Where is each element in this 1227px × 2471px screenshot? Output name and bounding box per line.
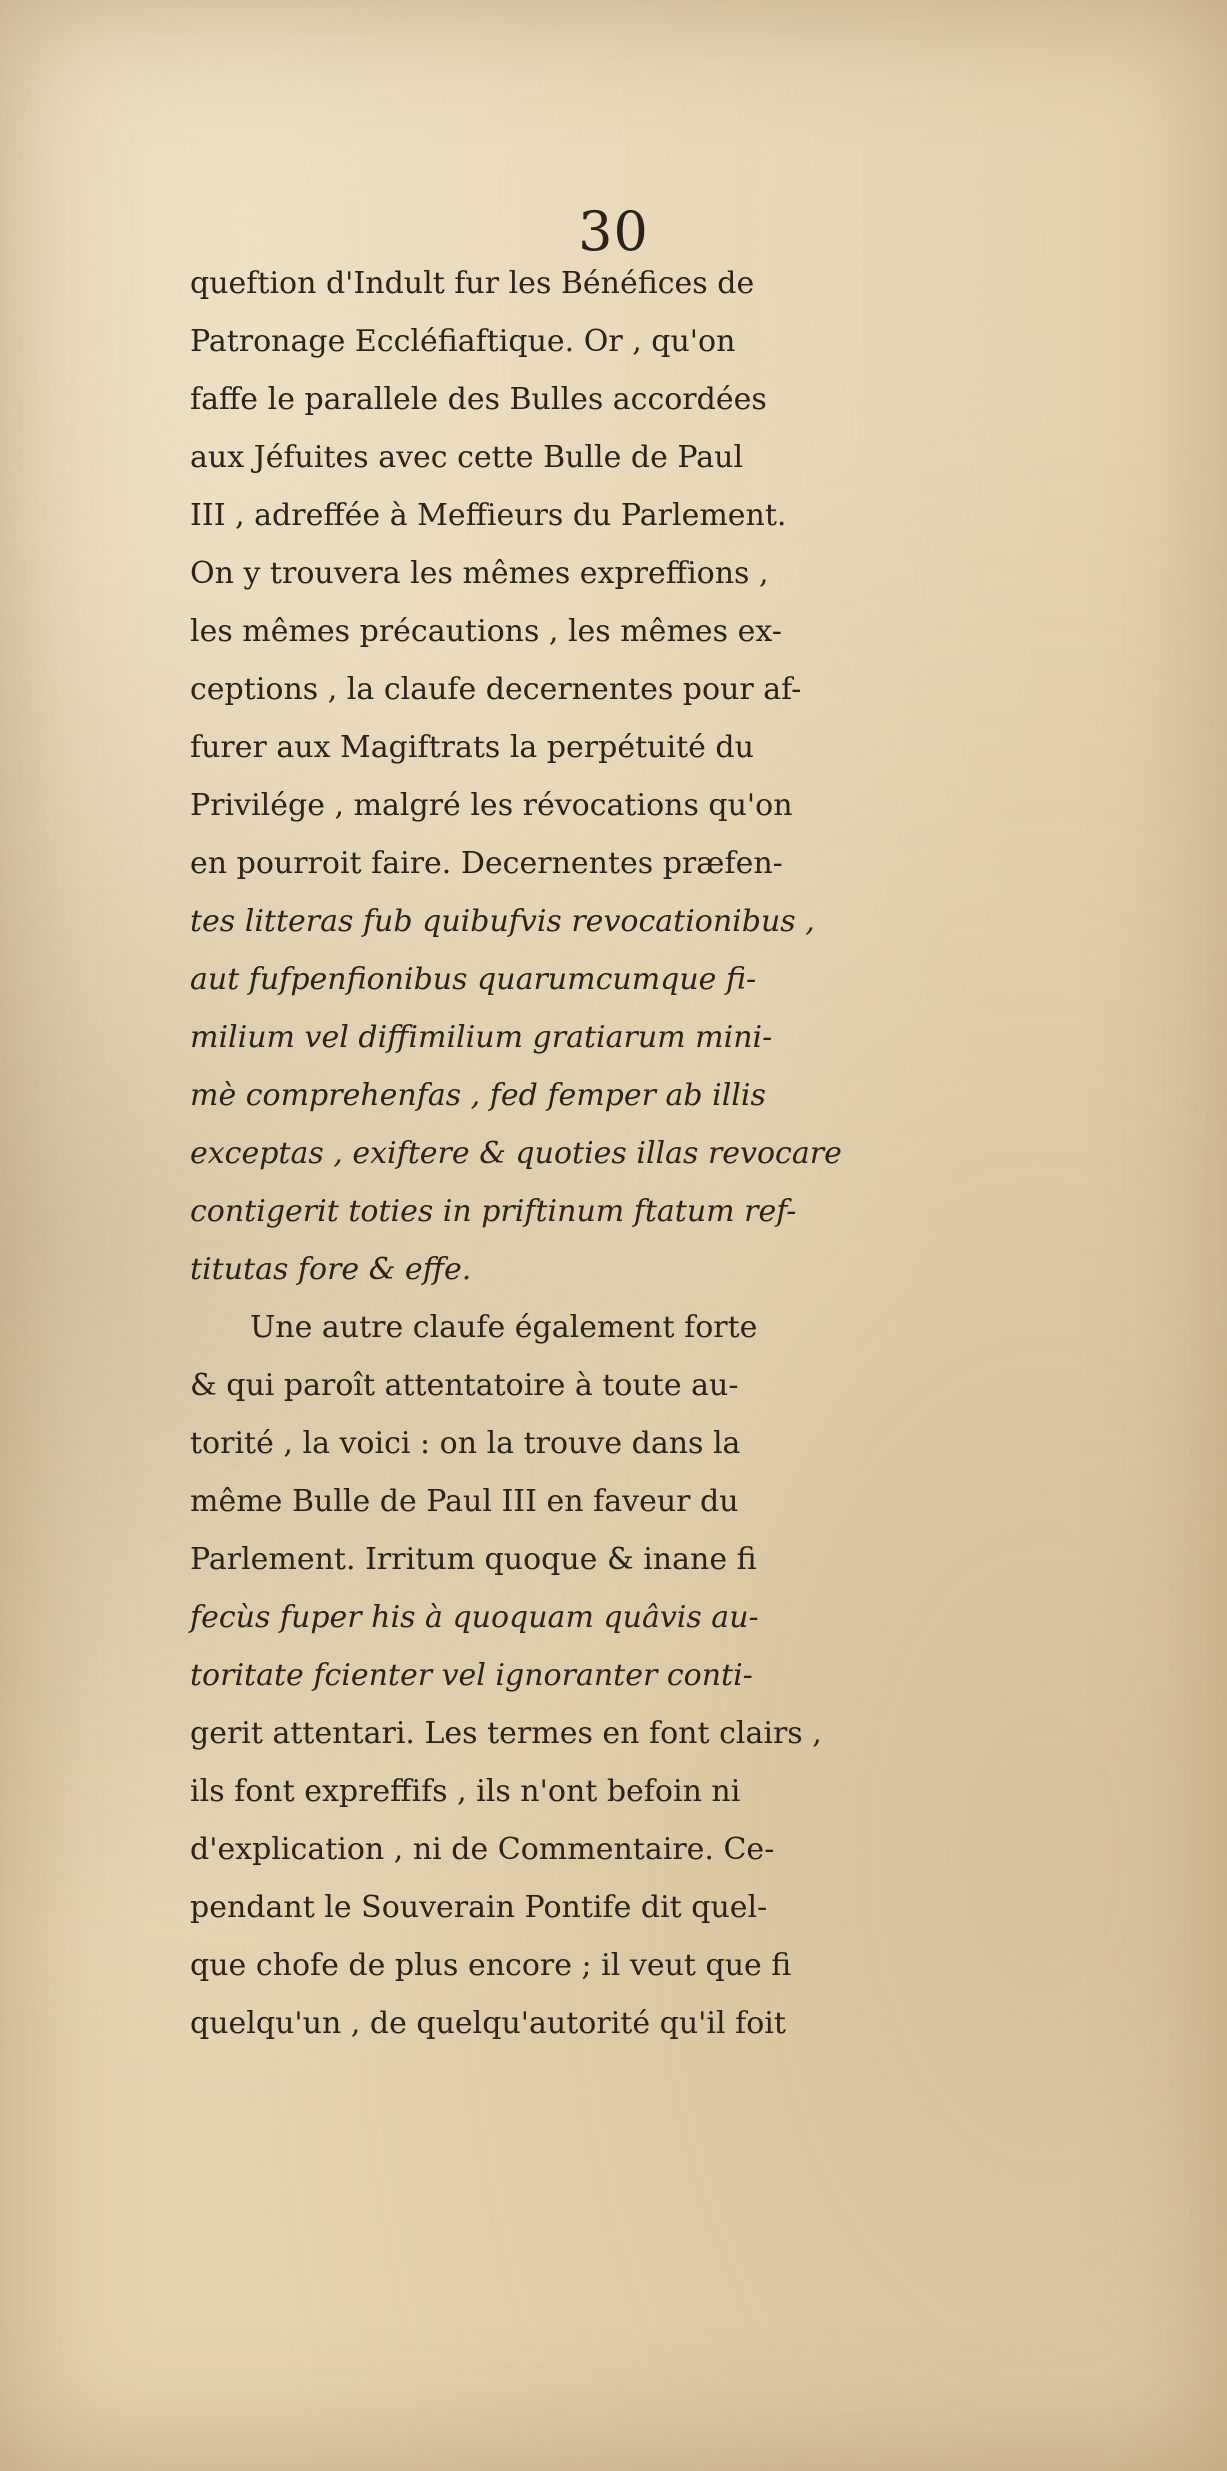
text-line: gerit attentari. Les termes en font clairs , xyxy=(190,1716,822,1751)
text-line: & qui paroît attentatoire à toute au- xyxy=(190,1368,739,1403)
text-line: d'explication , ni de Commentaire. Ce- xyxy=(190,1832,775,1867)
text-line: On y trouvera les mêmes expreffions , xyxy=(190,556,769,591)
latin-quote-line: mè comprehenfas , fed femper ab illis xyxy=(190,1078,766,1113)
latin-quote-line: toritate fcienter vel ignoranter conti- xyxy=(190,1658,753,1693)
text-line: Parlement. Irritum quoque & inane fi xyxy=(190,1542,757,1577)
latin-quote-line: titutas fore & effe. xyxy=(190,1252,472,1287)
text-line: Patronage Eccléfiaftique. Or , qu'on xyxy=(190,324,736,359)
text-line: pendant le Souverain Pontife dit quel- xyxy=(190,1890,768,1925)
latin-quote-line: contigerit toties in priftinum ftatum ref- xyxy=(190,1194,797,1229)
text-line: en pourroit faire. Decernentes præfen- xyxy=(190,846,783,881)
text-line: ils font expreffifs , ils n'ont befoin ni xyxy=(190,1774,741,1809)
latin-quote-line: exceptas , exiftere & quoties illas revocare xyxy=(190,1136,842,1171)
text-line: queftion d'Indult fur les Bénéfices de xyxy=(190,266,755,301)
latin-quote-line: aut fufpenfionibus quarumcumque fi- xyxy=(190,962,757,997)
text-line: torité , la voici : on la trouve dans la xyxy=(190,1426,741,1461)
text-line: III , adreffée à Meffieurs du Parlement. xyxy=(190,498,787,533)
text-line: ceptions , la claufe decernentes pour af- xyxy=(190,672,802,707)
page-number: 30 xyxy=(578,200,649,263)
text-line: Privilége , malgré les révocations qu'on xyxy=(190,788,793,823)
latin-quote-line: tes litteras fub quibufvis revocationibus , xyxy=(190,904,815,939)
text-line: quelqu'un , de quelqu'autorité qu'il foit xyxy=(190,2006,786,2041)
paragraph-start-line: Une autre claufe également forte xyxy=(250,1310,758,1345)
text-line: que chofe de plus encore ; il veut que fi xyxy=(190,1948,792,1983)
latin-quote-line: fecùs fuper his à quoquam quâvis au- xyxy=(190,1600,759,1635)
text-line: furer aux Magiftrats la perpétuité du xyxy=(190,730,754,765)
text-line: aux Jéfuites avec cette Bulle de Paul xyxy=(190,440,744,475)
body-text xyxy=(190,255,1227,2053)
text-line: les mêmes précautions , les mêmes ex- xyxy=(190,614,782,649)
text-line: faffe le parallele des Bulles accordées xyxy=(190,382,767,417)
text-line: même Bulle de Paul III en faveur du xyxy=(190,1484,739,1519)
latin-quote-line: milium vel diffimilium gratiarum mini- xyxy=(190,1020,773,1055)
